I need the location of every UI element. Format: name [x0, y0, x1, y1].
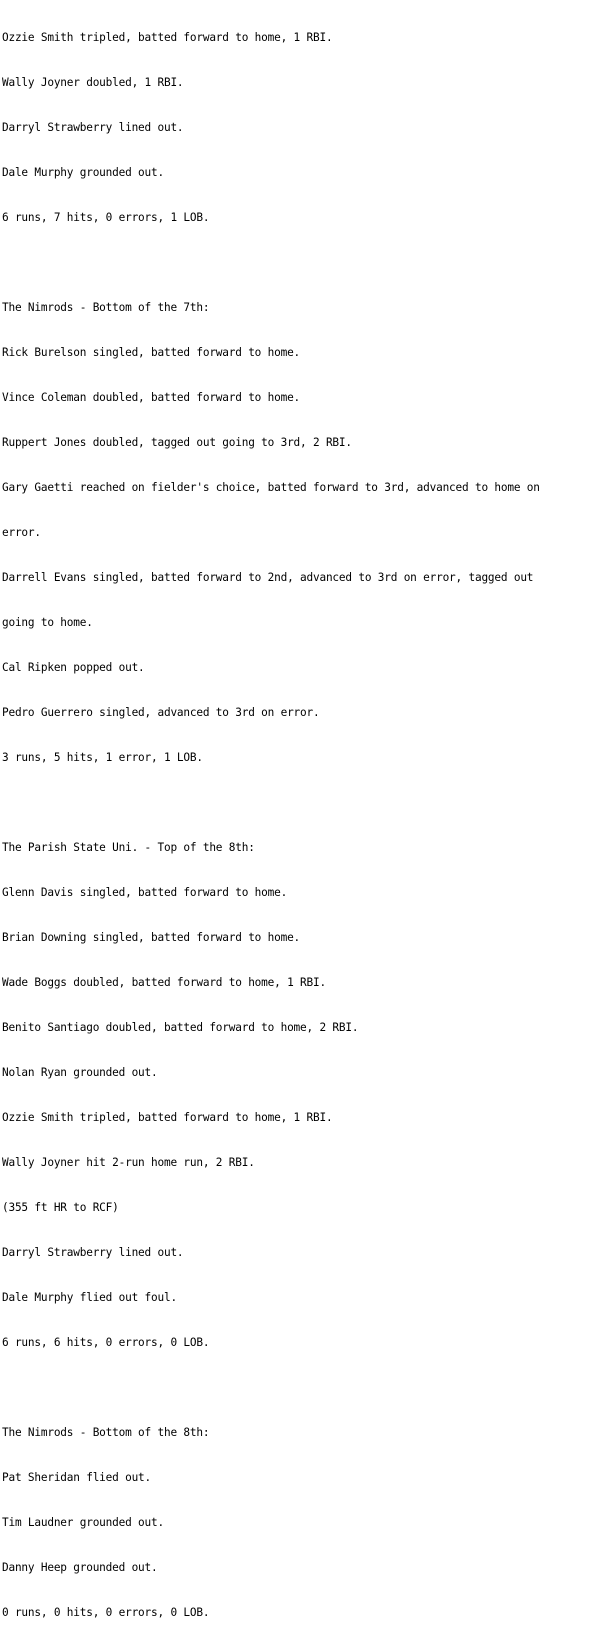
log-line: Nolan Ryan grounded out.	[2, 1066, 158, 1079]
log-line: Benito Santiago doubled, batted forward to home, 2 RBI.	[2, 1021, 359, 1034]
inning-header: The Parish State Uni. - Top of the 8th:	[2, 841, 255, 854]
blank-line	[2, 795, 610, 810]
log-line: Wally Joyner hit 2-run home run, 2 RBI.	[2, 1156, 255, 1169]
log-line: Darrell Evans singled, batted forward to 2nd, advanced to 3rd on error, tagged out	[2, 571, 534, 584]
log-line: Cal Ripken popped out.	[2, 661, 145, 674]
log-line: going to home.	[2, 616, 93, 629]
inning-header: The Nimrods - Bottom of the 7th:	[2, 301, 210, 314]
log-line: Darryl Strawberry lined out.	[2, 1246, 184, 1259]
log-line: Dale Murphy flied out foul.	[2, 1291, 177, 1304]
play-by-play-log	[2, 0, 610, 1635]
log-line: Glenn Davis singled, batted forward to home.	[2, 886, 288, 899]
log-line: Dale Murphy grounded out.	[2, 166, 164, 179]
inning-summary: 3 runs, 5 hits, 1 error, 1 LOB.	[2, 751, 203, 764]
log-line: Ozzie Smith tripled, batted forward to home, 1 RBI.	[2, 1111, 333, 1124]
inning-summary: 6 runs, 6 hits, 0 errors, 0 LOB.	[2, 1336, 210, 1349]
log-line: Tim Laudner grounded out.	[2, 1516, 164, 1529]
log-line: Pedro Guerrero singled, advanced to 3rd on error.	[2, 706, 320, 719]
log-line: Ruppert Jones doubled, tagged out going to 3rd, 2 RBI.	[2, 436, 352, 449]
log-line: Gary Gaetti reached on fielder's choice, batted forward to 3rd, advanced to home on	[2, 481, 540, 494]
log-line: (355 ft HR to RCF)	[2, 1201, 119, 1214]
log-line: Ozzie Smith tripled, batted forward to home, 1 RBI.	[2, 31, 333, 44]
log-line: Brian Downing singled, batted forward to home.	[2, 931, 301, 944]
inning-header: The Nimrods - Bottom of the 8th:	[2, 1426, 210, 1439]
log-line: Rick Burelson singled, batted forward to home.	[2, 346, 301, 359]
log-line: Wally Joyner doubled, 1 RBI.	[2, 76, 184, 89]
blank-line	[2, 1380, 610, 1395]
log-line: Wade Boggs doubled, batted forward to home, 1 RBI.	[2, 976, 326, 989]
inning-summary: 6 runs, 7 hits, 0 errors, 1 LOB.	[2, 211, 210, 224]
log-line: Darryl Strawberry lined out.	[2, 121, 184, 134]
blank-line	[2, 255, 610, 270]
log-line: error.	[2, 526, 41, 539]
log-line: Pat Sheridan flied out.	[2, 1471, 152, 1484]
log-line: Vince Coleman doubled, batted forward to home.	[2, 391, 301, 404]
log-line: Danny Heep grounded out.	[2, 1561, 158, 1574]
inning-summary: 0 runs, 0 hits, 0 errors, 0 LOB.	[2, 1606, 210, 1619]
